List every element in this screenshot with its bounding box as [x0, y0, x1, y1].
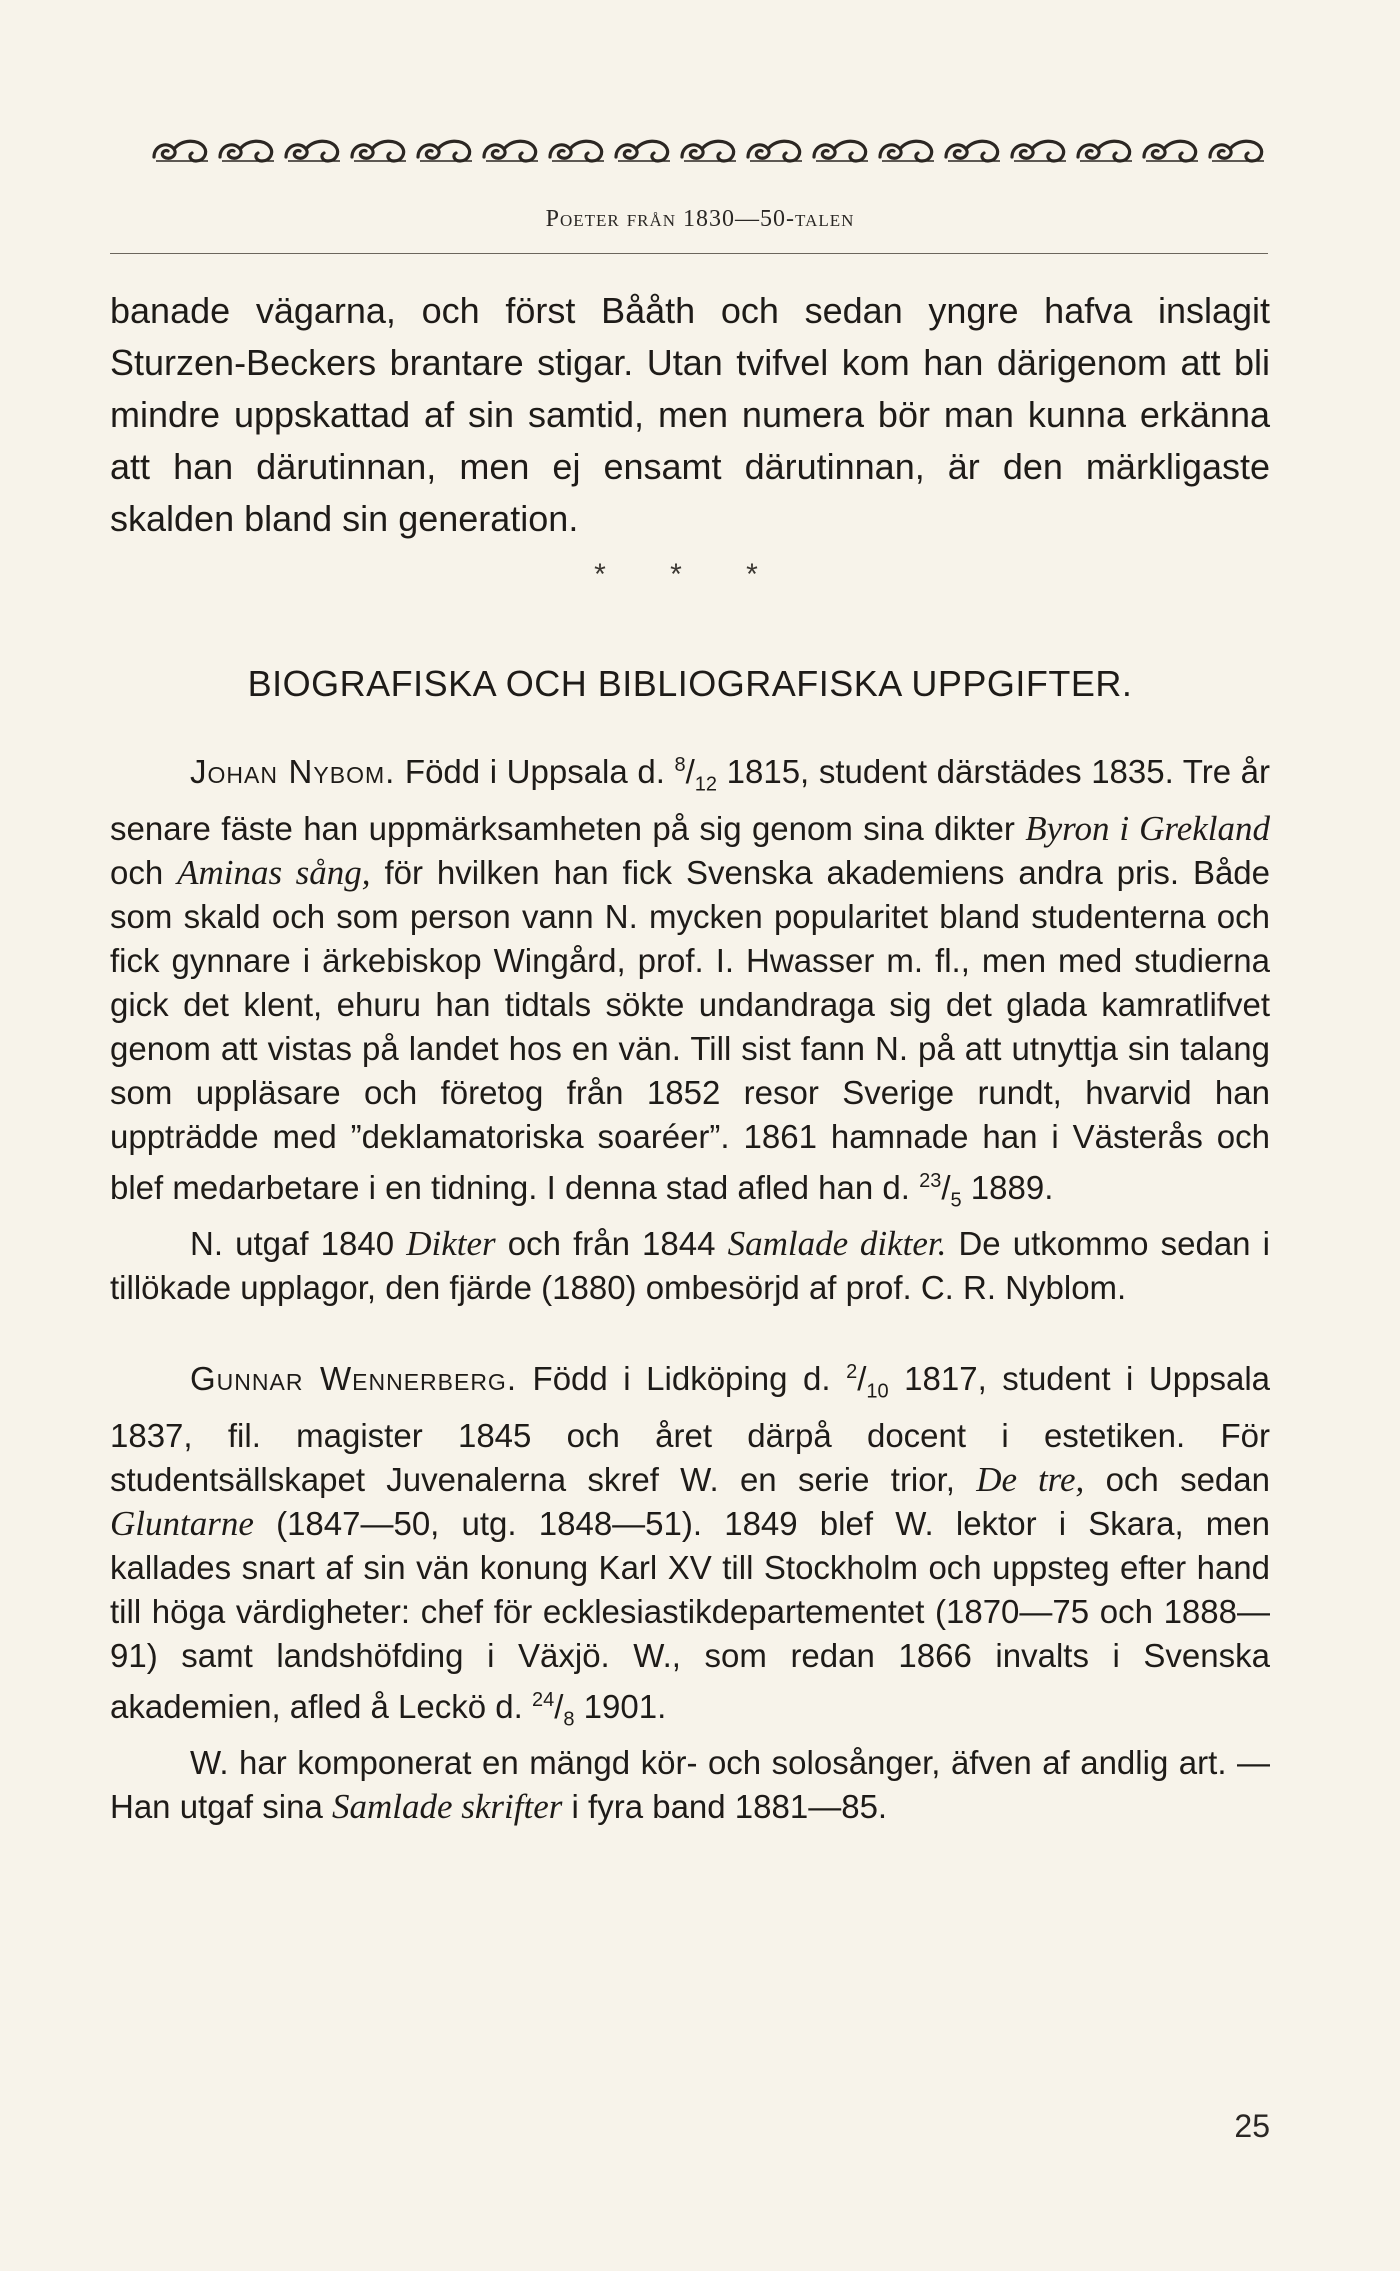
- nybom-work-title: Aminas sång,: [177, 852, 371, 892]
- nybom-birth-month: 12: [694, 773, 718, 796]
- decorative-ornament-band: [150, 135, 1268, 167]
- page-number: 25: [1234, 2108, 1270, 2144]
- ornament-scroll-icon: [150, 135, 212, 167]
- section-title: BIOGRAFISKA OCH BIBLIOGRAFISKA UPPGIFTER.: [247, 663, 1133, 704]
- ornament-scroll-icon: [1206, 135, 1268, 167]
- wennerberg-paragraph-2: [110, 1741, 1270, 1829]
- nybom-text: 1815, student därstädes 1835. Tre år senare fäste han uppmärksamheten på sig genom sina dikter: [110, 753, 1271, 847]
- wennerberg-text: och sedan: [1105, 1460, 1270, 1498]
- intro-text: banade vägarna, och först Bååth och sedan yngre hafva inslagit Sturzen-Beckers brantare stigar. Utan tvifvel kom han därigenom att bli mindre uppskattad af sin samtid, men numera bör man kunna erkänna att han därutinnan, men ej ensamt därutinnan, är den märkligaste skalden bland sin generation.: [110, 290, 1270, 539]
- ornament-scroll-icon: [414, 135, 476, 167]
- nybom-death-month: 5: [950, 1189, 962, 1212]
- nybom-name: Johan Nybom.: [190, 753, 396, 790]
- wennerberg-work-title: Gluntarne: [110, 1503, 254, 1543]
- ornament-scroll-icon: [942, 135, 1004, 167]
- nybom-work-title: Samlade dikter.: [727, 1224, 947, 1264]
- ornament-scroll-icon: [1140, 135, 1202, 167]
- ornament-scroll-icon: [1008, 135, 1070, 167]
- running-header-title: Poeter från 1830—50-talen: [545, 206, 855, 232]
- ornament-scroll-icon: [216, 135, 278, 167]
- nybom-paragraph-2: [110, 1222, 1270, 1310]
- section-separator: * * *: [594, 558, 786, 591]
- nybom-work-title: Byron i Grekland: [1025, 808, 1270, 848]
- wennerberg-work-title: De tre,: [976, 1459, 1085, 1499]
- wennerberg-text: W. har komponerat en mängd kör- och solosånger, äfven af andlig art. — Han utgaf sina: [110, 1744, 1270, 1826]
- wennerberg-work-title: Samlade skrifter: [331, 1787, 563, 1827]
- wennerberg-death-day: 24: [531, 1688, 555, 1711]
- ornament-scroll-icon: [480, 135, 542, 167]
- ornament-scroll-icon: [546, 135, 608, 167]
- nybom-text: Född i Uppsala d.: [404, 753, 665, 790]
- ornament-scroll-icon: [744, 135, 806, 167]
- ornament-scroll-icon: [348, 135, 410, 167]
- nybom-text: N. utgaf 1840: [190, 1225, 395, 1263]
- ornament-scroll-icon: [1074, 135, 1136, 167]
- ornament-scroll-icon: [612, 135, 674, 167]
- nybom-text: 1889.: [970, 1168, 1054, 1206]
- running-header: [0, 206, 1400, 233]
- wennerberg-text: Född i Lidköping d.: [532, 1360, 831, 1398]
- wennerberg-text: (1847—50, utg. 1848—51). 1849 blef W. lektor i Skara, men kallades snart af sin vän konung Karl XV till Stockholm och uppsteg efter hand till höga värdigheter: chef för ecklesiastikdepartementet (1870—75 och 1888—91) samt landshöfding i Växjö. W., som redan 1866 invalts i Svenska akademien, afled å Leckö d.: [110, 1504, 1270, 1725]
- nybom-text: och från 1844: [507, 1225, 716, 1263]
- wennerberg-text: 1901.: [583, 1687, 667, 1725]
- page-body: [110, 285, 1270, 1829]
- entry-nybom: [110, 743, 1270, 1310]
- wennerberg-name: Gunnar Wennerberg.: [190, 1360, 517, 1398]
- header-rule: [110, 253, 1268, 254]
- intro-paragraph: [110, 285, 1270, 545]
- wennerberg-death-month: 8: [563, 1708, 575, 1731]
- ornament-scroll-icon: [282, 135, 344, 167]
- ornament-scroll-icon: [810, 135, 872, 167]
- wennerberg-birth-day: 2: [846, 1361, 858, 1384]
- entry-wennerberg: [110, 1350, 1270, 1829]
- wennerberg-text: 1817, student i Uppsala 1837, fil. magister 1845 och året därpå docent i estetiken. För studentsällskapet Juvenalerna skref W. en serie trior,: [110, 1360, 1271, 1498]
- ornament-scroll-icon: [678, 135, 740, 167]
- nybom-text: för hvilken han fick Svenska akademiens andra pris. Både som skald och som person vann N. mycken popularitet bland studenterna och fick gynnare i ärkebiskop Wingård, prof. I. Hwasser m. fl., men med studierna gick det klent, ehuru han tidtals sökte undandraga sig det glada kamratlifvet genom att vistas på landet hos en vän. Till sist fann N. på att utnyttja sin talang som uppläsare och företog från 1852 resor Sverige rundt, hvarvid han uppträdde med ”deklamatoriska soaréer”. 1861 hamnade han i Västerås och blef medarbetare i en tidning. I denna stad afled han d.: [110, 853, 1271, 1206]
- wennerberg-paragraph-1: Gunnar Wennerberg. Född i Lidköping d. $^2/_{10}$ 1817, student i Uppsala 1837, fil. magister 1845 och året därpå docent i estetiken. För studentsällskapet Juvenalerna skref W. en serie trior, De tre, och sedan Gluntarne (1847—50, utg. 1848—51). 1849 blef W. lektor i Skara, men kallades snart af sin vän konung Karl XV till Stockholm och uppsteg efter hand till höga värdigheter: chef för ecklesiastikdepartementet (1870—75 och 1888—91) samt landshöfding i Växjö. W., som redan 1866 invalts i Svenska akademien, afled å Leckö d. $^{24}/_8$ 1901.: [110, 1360, 1271, 1731]
- nybom-work-title: Dikter: [406, 1224, 496, 1264]
- nybom-birth-day: 8: [674, 754, 686, 776]
- ornament-scroll-icon: [876, 135, 938, 167]
- wennerberg-text: i fyra band 1881—85.: [571, 1788, 888, 1826]
- nybom-death-day: 23: [919, 1169, 942, 1192]
- nybom-paragraph-1: Johan Nybom. Född i Uppsala d. $^8/_{12}$ 1815, student därstädes 1835. Tre år senare fäste han uppmärksamheten på sig genom sina dikter Byron i Grekland och Aminas sång, för hvilken han fick Svenska akademiens andra pris. Både som skald och som person vann N. mycken popularitet bland studenterna och fick gynnare i ärkebiskop Wingård, prof. I. Hwasser m. fl., men med studierna gick det klent, ehuru han tidtals sökte undandraga sig det glada kamratlifvet genom att vistas på landet hos en vän. Till sist fann N. på att utnyttja sin talang som uppläsare och företog från 1852 resor Sverige rundt, hvarvid han uppträdde med ”deklamatoriska soaréer”. 1861 hamnade han i Västerås och blef medarbetare i en tidning. I denna stad afled han d. $^{23}/_5$ 1889.: [110, 753, 1271, 1212]
- nybom-text: De utkommo sedan i tillökade upplagor, den fjärde (1880) ombesörjd af prof. C. R. Nyblom.: [110, 1225, 1270, 1307]
- wennerberg-birth-month: 10: [866, 1380, 889, 1403]
- nybom-text: och: [110, 853, 164, 891]
